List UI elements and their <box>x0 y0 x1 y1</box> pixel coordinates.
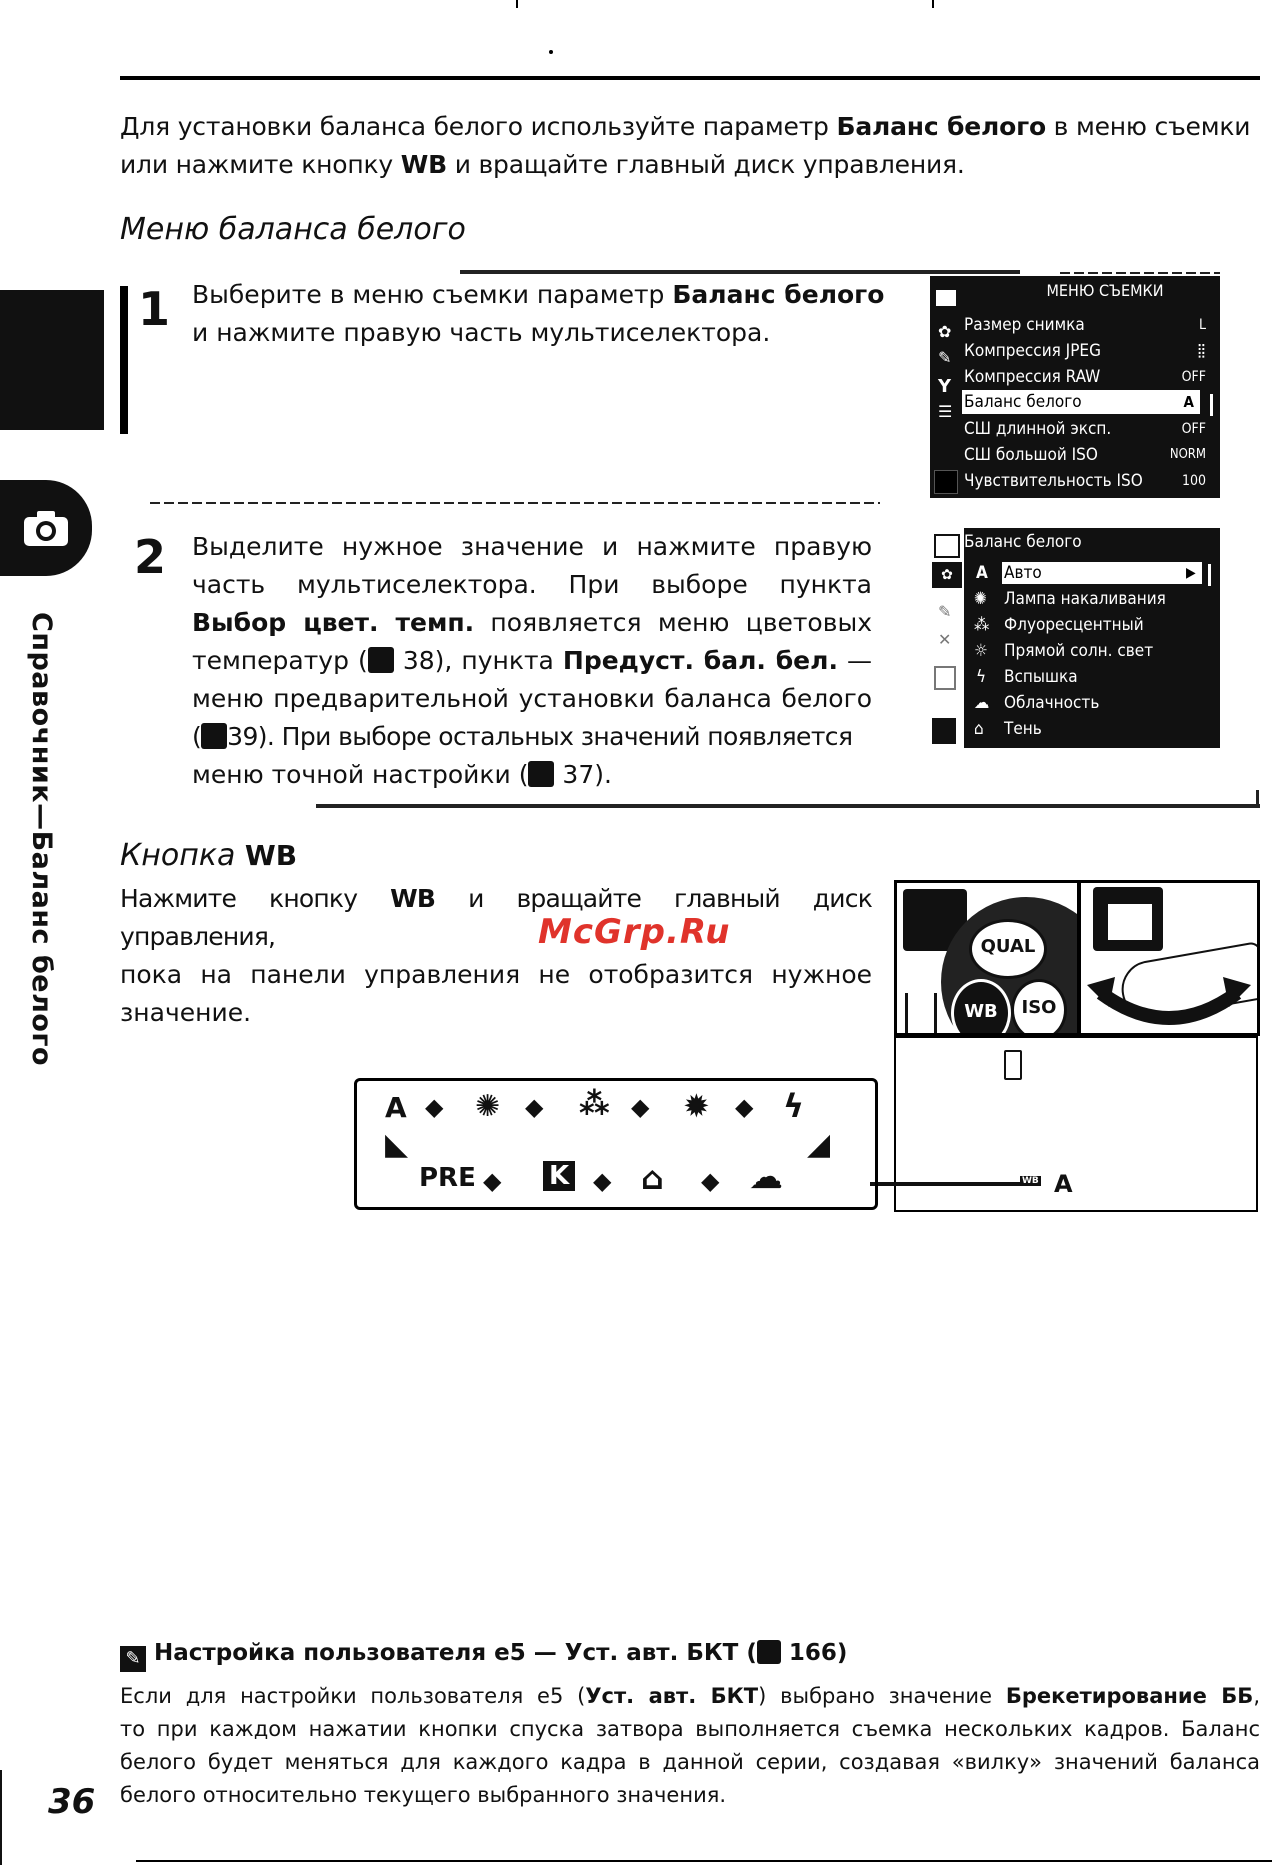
menu-item-label: СШ длинной эксп. <box>964 419 1112 439</box>
arrow-icon: ◆ <box>425 1093 444 1121</box>
step1-text <box>192 276 892 352</box>
section2-text: Нажмите кнопку <box>120 884 391 913</box>
section2-text: и вращайте главный диск управления, <box>120 884 872 951</box>
wb-menu-item[interactable] <box>964 586 1214 612</box>
scan-dot <box>549 50 553 54</box>
camera-icon <box>22 508 70 548</box>
pencil-icon: ✎ <box>938 602 952 621</box>
scan-mark <box>516 0 518 8</box>
step2-text-span: ( <box>192 722 202 751</box>
step1-bold: Баланс белого <box>672 280 885 309</box>
wrench-icon: ✕ <box>938 630 952 649</box>
digit-display <box>1004 1050 1022 1080</box>
section-title-wb-button <box>120 838 297 873</box>
intro-text: в меню съемки <box>1045 112 1251 141</box>
wb-menu-title: Баланс белого <box>964 532 1082 552</box>
flash-icon: ϟ <box>783 1087 805 1125</box>
top-rule <box>120 76 1260 80</box>
note-text: ) выбрано значение <box>758 1684 1006 1708</box>
playback-icon <box>934 534 960 558</box>
wb-menu-item[interactable] <box>964 638 1214 664</box>
page-number: 36 <box>48 1782 96 1822</box>
pencil-note-icon: ✎ <box>120 1646 146 1672</box>
section2-line <box>120 880 872 956</box>
divider <box>1060 272 1220 274</box>
step2-text-span: 39). При выборе остальных значений появляется <box>227 722 853 751</box>
step1-line: и нажмите правую часть мультиселектора. <box>192 318 771 347</box>
watermark: McGrp.Ru <box>538 912 731 952</box>
shade-icon: ⌂ <box>974 719 984 739</box>
wb-cycle-diagram <box>354 1078 878 1210</box>
menu-item-label: Чувствительность ISO <box>964 471 1143 491</box>
step-bottom-rule-end <box>1256 790 1259 808</box>
reference-icon <box>201 723 227 749</box>
intro-text: или нажмите кнопку <box>120 150 401 179</box>
intro-bold: WB <box>400 150 447 179</box>
reference-icon <box>368 647 394 673</box>
step1-line: Выберите в меню съемки параметр <box>192 280 673 309</box>
wb-menu-item-selected[interactable] <box>964 560 1214 586</box>
menu-item-value: 100 <box>1181 473 1206 489</box>
iso-button[interactable]: ISO <box>1011 979 1067 1036</box>
wb-menu-item-label: Авто <box>1004 563 1042 583</box>
step2-line: Выделите нужное значение и нажмите правую <box>192 532 872 561</box>
note-body <box>120 1680 1260 1812</box>
menu-item-label: Размер снимка <box>964 315 1085 335</box>
wb-menu-item-label: Вспышка <box>1004 667 1078 687</box>
wb-menu-item[interactable] <box>964 612 1214 638</box>
scrollbar[interactable] <box>1208 564 1211 586</box>
wb-button[interactable]: WB <box>951 979 1011 1036</box>
preset-mode: PRE <box>419 1163 476 1193</box>
corner-arrow-left-icon: ◣ <box>385 1127 409 1162</box>
shooting-menu-items <box>962 312 1220 498</box>
auto-mode: A <box>385 1091 407 1124</box>
camera-dial-illustration <box>1078 880 1260 1036</box>
step-bar <box>120 286 128 434</box>
menu-item[interactable] <box>962 468 1212 494</box>
camera-icon: ✿ <box>932 562 962 588</box>
wb-mode-value: A <box>1054 1170 1073 1198</box>
sun-icon: ✹ <box>683 1087 710 1125</box>
playback-icon <box>936 290 956 306</box>
flash-icon: ϟ <box>976 667 987 687</box>
wb-menu-items <box>964 560 1220 746</box>
wb-menu-item[interactable] <box>964 716 1214 742</box>
wb-menu-item[interactable] <box>964 664 1214 690</box>
wb-menu-item-label: Лампа накаливания <box>1004 589 1166 609</box>
fluorescent-icon: ⁂ <box>974 615 990 635</box>
arrow-icon: ◆ <box>525 1093 544 1121</box>
chapter-label: Справочник—Баланс белого <box>26 612 57 1067</box>
reference-icon <box>528 761 554 787</box>
step2-line <box>192 642 872 680</box>
scan-mark <box>932 0 934 8</box>
section2-line: значение. <box>120 998 252 1027</box>
step2-bold: Выбор цвет. темп. <box>192 608 475 637</box>
sun-icon: ☼ <box>974 641 988 661</box>
arrow-icon: ◆ <box>735 1093 754 1121</box>
block-icon <box>934 470 958 494</box>
wb-tag: WB <box>1022 1176 1039 1186</box>
step2-line <box>192 718 872 756</box>
wb-menu-item-label: Флуоресцентный <box>1004 615 1144 635</box>
note-line <box>120 1680 1260 1713</box>
arrow-right-icon: ▶ <box>1186 565 1196 581</box>
arrow-icon: ◆ <box>483 1167 502 1195</box>
step-number: 1 <box>138 282 171 336</box>
step2-text-span: температур ( <box>192 646 368 675</box>
chapter-round-tab <box>0 480 92 576</box>
arrow-icon: ◆ <box>593 1167 612 1195</box>
menu-item[interactable] <box>962 312 1212 338</box>
note-line: белого будет меняться для каждого кадра в данной серии, создавая «вилку» значений баланса <box>120 1750 1260 1774</box>
strap-lines <box>905 993 937 1033</box>
step2-line <box>192 756 872 794</box>
menu-item-value: ⣿ <box>1196 343 1206 359</box>
auto-icon: A <box>976 563 988 583</box>
incandescent-icon: ✺ <box>475 1089 501 1124</box>
step2-bold: Предуст. бал. бел. <box>562 646 838 675</box>
bottom-rule <box>136 1860 1272 1862</box>
rotate-arrow-icon <box>1081 963 1257 1036</box>
menu-item[interactable] <box>962 416 1212 442</box>
note-title-text: 166) <box>780 1640 848 1666</box>
cloud-icon: ☁ <box>749 1157 783 1197</box>
step2-text <box>192 528 872 794</box>
chapter-tab <box>0 290 104 430</box>
kelvin-mode: K <box>543 1161 575 1191</box>
step2-text-span: 37). <box>554 760 612 789</box>
note-text: Если для настройки пользователя e5 ( <box>120 1684 586 1708</box>
wrench-icon: Y <box>938 376 952 397</box>
note-title-text: Настройка пользователя e5 — Уст. авт. БКТ ( <box>154 1640 757 1666</box>
connector-line <box>870 1182 1020 1186</box>
step2-text-span: появляется меню цветовых <box>474 608 872 637</box>
menu-sidebar-icons <box>930 276 964 498</box>
menu-item-label: Компрессия JPEG <box>964 341 1101 361</box>
step2-line: меню предварительной установки баланса белого <box>192 684 872 713</box>
wb-menu-item-label: Облачность <box>1004 693 1100 713</box>
menu-item-label: Баланс белого <box>964 392 1082 412</box>
step2-text-span: — <box>837 646 873 675</box>
step2-text-span: меню точной настройки ( <box>192 760 529 789</box>
step-number: 2 <box>134 530 167 584</box>
step2-line: часть мультиселектора. При выборе пункта <box>192 570 872 599</box>
corner-arrow-right-icon: ◢ <box>807 1127 831 1162</box>
note-line: белого относительно текущего выбранного значения. <box>120 1783 727 1807</box>
menu-item-value: OFF <box>1181 421 1206 437</box>
camera-icon: ✿ <box>938 322 952 341</box>
step2-line <box>192 604 872 642</box>
step-divider <box>150 502 880 504</box>
block-icon <box>932 718 956 744</box>
note-title <box>120 1640 847 1672</box>
shade-icon: ⌂ <box>641 1159 664 1197</box>
menu-item[interactable] <box>962 338 1212 364</box>
camera-top-illustration <box>894 880 1080 1036</box>
section-title-wb-menu: Меню баланса белого <box>120 212 466 247</box>
menu-item[interactable] <box>962 364 1212 390</box>
pencil-icon: ✎ <box>938 348 952 367</box>
left-margin-rule <box>0 1770 2 1865</box>
menu-title: МЕНЮ СЪЕМКИ <box>1046 281 1164 300</box>
section-title-text: Кнопка <box>120 838 245 873</box>
intro-paragraph <box>120 108 1270 184</box>
fluorescent-icon: ⁂ <box>579 1087 610 1122</box>
menu-item-value: L <box>1198 317 1206 333</box>
menu-item-value: NORM <box>1169 447 1206 462</box>
arrow-icon: ◆ <box>631 1093 650 1121</box>
menu-item-label: СШ большой ISO <box>964 445 1098 465</box>
list-icon: ☰ <box>938 402 953 421</box>
list-icon <box>934 666 956 690</box>
menu-item-value: A <box>1183 393 1194 411</box>
bracket-inner <box>1105 901 1155 943</box>
section2-bold: WB <box>390 884 436 913</box>
note-bold: Брекетирование ББ <box>1005 1684 1254 1708</box>
intro-text: и вращайте главный диск управления. <box>446 150 965 179</box>
scrollbar[interactable] <box>1210 394 1213 416</box>
divider-top <box>460 270 1020 274</box>
note-line: то при каждом нажатии кнопки спуска затвора выполняется съемка нескольких кадров. Баланс <box>120 1717 1260 1741</box>
cloud-icon: ☁ <box>974 693 990 713</box>
wb-menu-sidebar-icons <box>930 528 964 748</box>
note-bold: Уст. авт. БКТ <box>585 1684 759 1708</box>
note-text: , <box>1253 1684 1261 1708</box>
menu-item-value: OFF <box>1181 369 1206 385</box>
incandescent-icon: ✺ <box>974 589 987 609</box>
step-bottom-rule <box>316 804 1260 808</box>
menu-item-label: Компрессия RAW <box>964 367 1101 387</box>
step2-text-span: 38), пункта <box>393 646 563 675</box>
section2-paragraph <box>120 880 872 1032</box>
wb-menu-item-label: Прямой солн. свет <box>1004 641 1154 661</box>
intro-bold: Баланс белого <box>836 112 1046 141</box>
section2-line: пока на панели управления не отобразится нужное <box>120 960 872 989</box>
wb-menu-item[interactable] <box>964 690 1214 716</box>
menu-item[interactable] <box>962 442 1212 468</box>
reference-icon <box>757 1640 781 1664</box>
section-title-bold: WB <box>244 839 298 872</box>
wb-menu-item-label: Тень <box>1004 719 1042 739</box>
menu-item-selected[interactable] <box>962 390 1200 414</box>
arrow-icon: ◆ <box>701 1167 720 1195</box>
intro-text: Для установки баланса белого используйте параметр <box>120 112 837 141</box>
qual-button[interactable]: QUAL <box>969 919 1047 979</box>
